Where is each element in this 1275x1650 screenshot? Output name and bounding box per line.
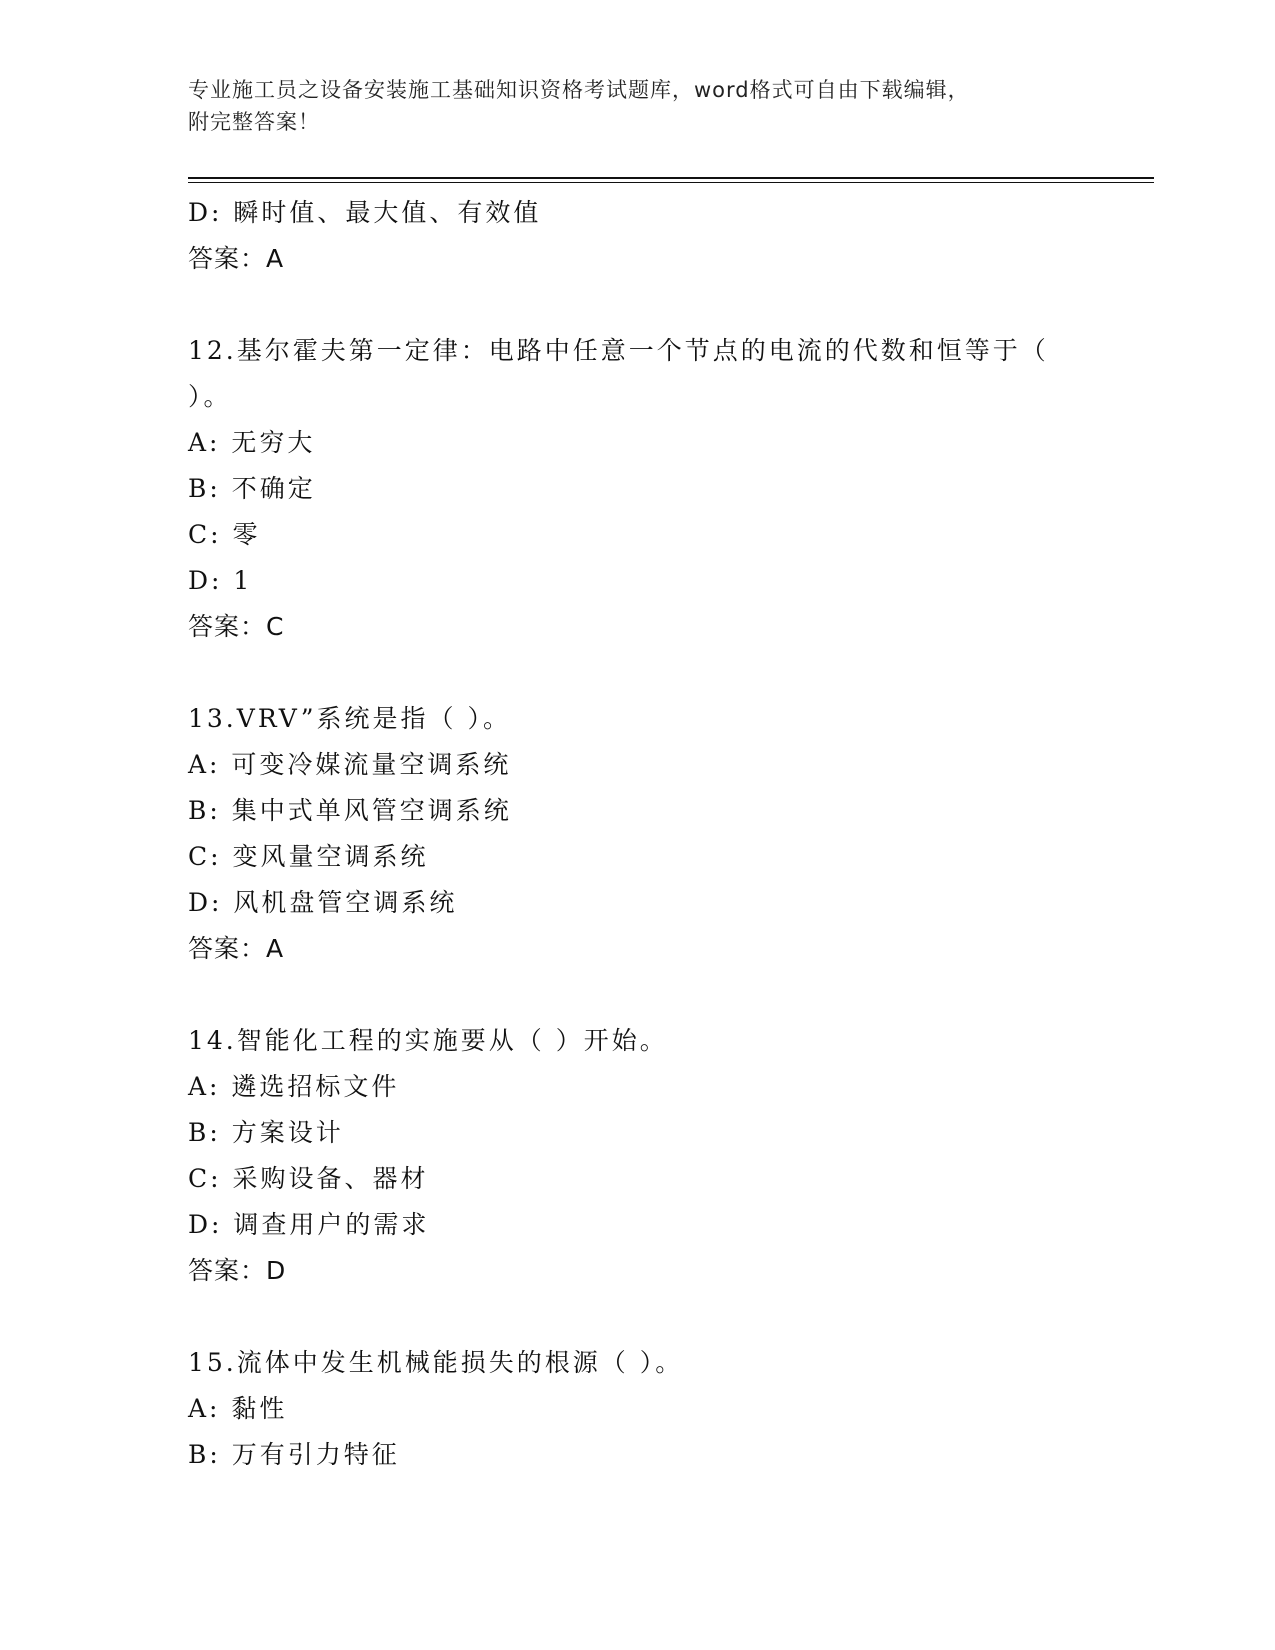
question-list <box>188 190 1088 1478</box>
answer: 答案：C <box>188 612 285 641</box>
option-a: A: 遴选招标文件 <box>188 1072 400 1101</box>
option-b: B: 方案设计 <box>188 1118 344 1147</box>
option-d: D: 瞬时值、最大值、有效值 <box>188 198 542 227</box>
option-b: B: 万有引力特征 <box>188 1440 400 1469</box>
option-b: B: 集中式单风管空调系统 <box>188 796 512 825</box>
answer: 答案：A <box>188 244 285 273</box>
answer: 答案：D <box>188 1256 287 1285</box>
question-text-continued: ）。 <box>188 382 232 411</box>
option-b: B: 不确定 <box>188 474 316 503</box>
question-text: 12.基尔霍夫第一定律：电路中任意一个节点的电流的代数和恒等于（ <box>188 336 1049 365</box>
header-line-2: 附完整答案！ <box>188 110 320 134</box>
question-text: 13.VRV”系统是指（ ）。 <box>188 704 511 733</box>
question-text: 14.智能化工程的实施要从（ ）开始。 <box>188 1026 668 1055</box>
answer: 答案：A <box>188 934 285 963</box>
header-rule-thick <box>188 177 1154 179</box>
question-13 <box>188 696 1088 972</box>
header-line-1: 专业施工员之设备安装施工基础知识资格考试题库，word格式可自由下载编辑， <box>188 78 970 102</box>
option-a: A: 可变冷媒流量空调系统 <box>188 750 512 779</box>
question-12 <box>188 328 1088 650</box>
option-a: A: 无穷大 <box>188 428 316 457</box>
option-c: C: 零 <box>188 520 261 549</box>
option-c: C: 变风量空调系统 <box>188 842 429 871</box>
question-14 <box>188 1018 1088 1294</box>
option-d: D: 风机盘管空调系统 <box>188 888 458 917</box>
header-rule-thin <box>188 182 1154 183</box>
option-d: D: 调查用户的需求 <box>188 1210 430 1239</box>
document-header <box>188 74 1068 138</box>
question-text: 15.流体中发生机械能损失的根源（ ）。 <box>188 1348 684 1377</box>
option-d: D: 1 <box>188 566 253 595</box>
option-c: C: 采购设备、器材 <box>188 1164 429 1193</box>
question-15 <box>188 1340 1088 1478</box>
option-a: A: 黏性 <box>188 1394 288 1423</box>
